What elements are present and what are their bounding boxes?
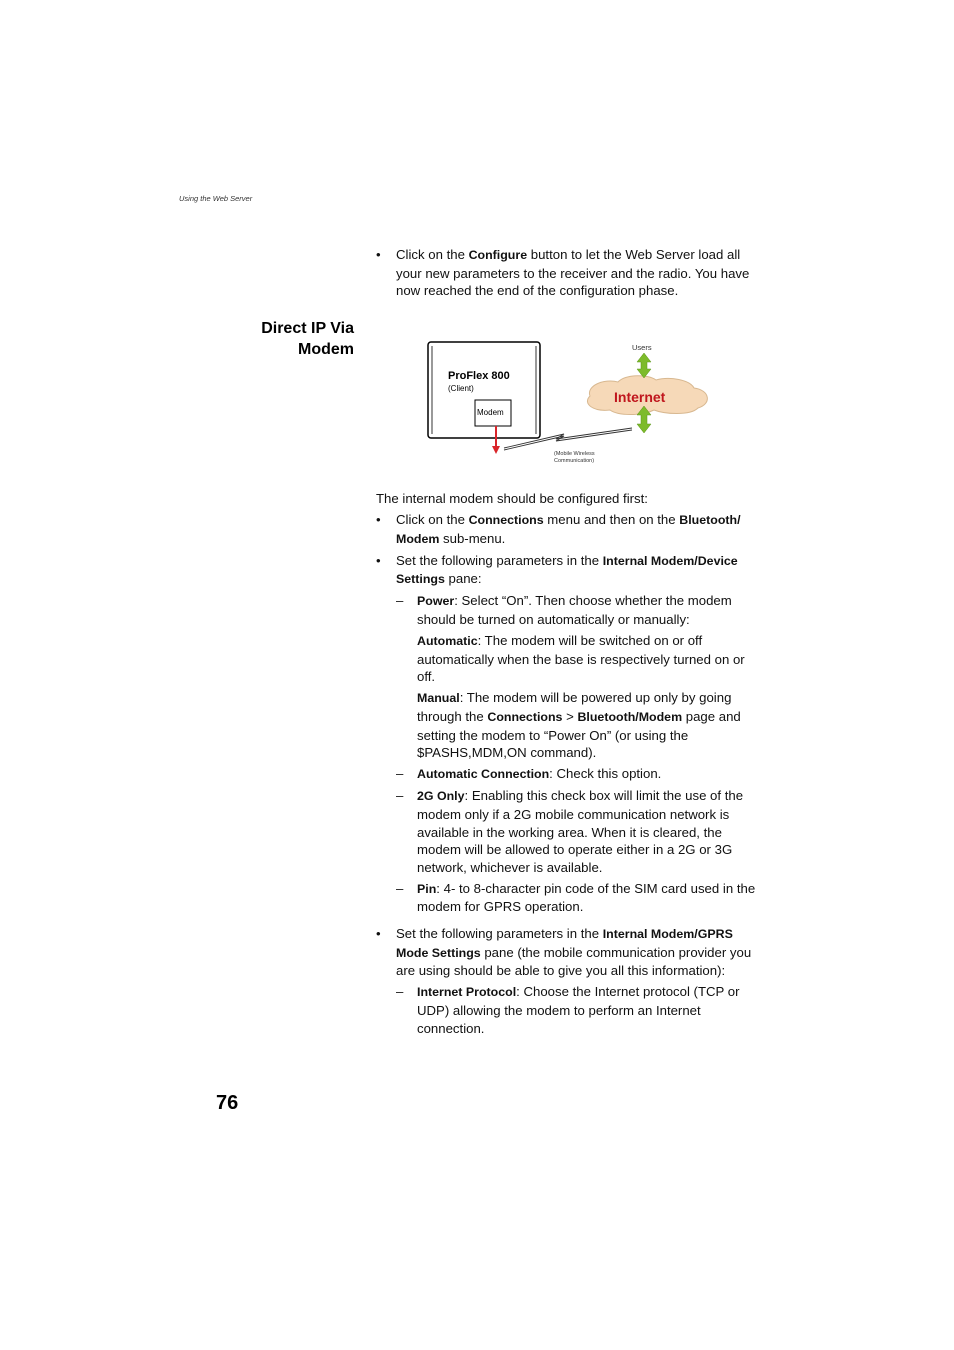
auto-connection-item: – Automatic Connection: Check this option. [396, 766, 662, 782]
gprs-settings-bullet: • Set the following parameters in the Internal Modem/GPRS Mode Settings pane (the mobile communication provider you are using should be able to give you all this information): [376, 925, 756, 980]
device-role: (Client) [448, 384, 474, 393]
internet-cloud [587, 376, 707, 415]
power-item: – Power: Select “On”. Then choose whether the modem should be turned on automatically or manually: [396, 593, 732, 628]
intro-section [376, 246, 756, 300]
running-header: Using the Web Server [179, 194, 253, 203]
network-diagram [418, 338, 728, 468]
connections-bullet: • Click on the Connections menu and then on the Bluetooth/ Modem sub-menu. [376, 511, 756, 548]
automatic-item: Automatic: The modem will be switched on or off automatically when the base is respectively turned on or off. [417, 633, 745, 685]
modem-label: Modem [477, 408, 504, 417]
link-label-2: Communication) [554, 458, 595, 464]
page-number: 76 [216, 1092, 239, 1114]
2g-only-item: – 2G Only: Enabling this check box will limit the use of the modem only if a 2G mobile communication network is available in the working area. When it is cleared, the modem will be allowed to operate either in a 2G or 3G network, whichever is available. [396, 788, 744, 875]
device-settings-bullet: • Set the following parameters in the Internal Modem/Device Settings pane: [376, 552, 756, 589]
cloud-label: Internet [614, 389, 666, 405]
manual-item: Manual: The modem will be powered up only by going through the Connections > Bluetooth/Modem page and setting the modem to “Power On” (or using the $PASHS,MDM,ON command). [417, 690, 741, 761]
configure-bullet: • Click on the Configure button to let the Web Server load all your new parameters to the receiver and the radio. You have now reached the end of the configuration phase. [376, 246, 756, 300]
link-label-1: (Mobile Wireless [554, 451, 595, 457]
proflex-device [428, 342, 540, 438]
users-label: Users [632, 343, 652, 352]
green-arrow-users [637, 353, 651, 378]
pin-item: – Pin: 4- to 8-character pin code of the SIM card used in the modem for GPRS operation. [396, 880, 756, 915]
device-name: ProFlex 800 [448, 370, 510, 382]
lead-text: The internal modem should be configured first: [376, 491, 648, 506]
internet-protocol-item: – Internet Protocol: Choose the Internet protocol (TCP or UDP) allowing the modem to perform an Internet connection. [396, 984, 740, 1036]
body-text [376, 490, 756, 1037]
configure-label: Configure [468, 248, 528, 262]
section-title: Direct IP Via Modem [261, 320, 354, 358]
